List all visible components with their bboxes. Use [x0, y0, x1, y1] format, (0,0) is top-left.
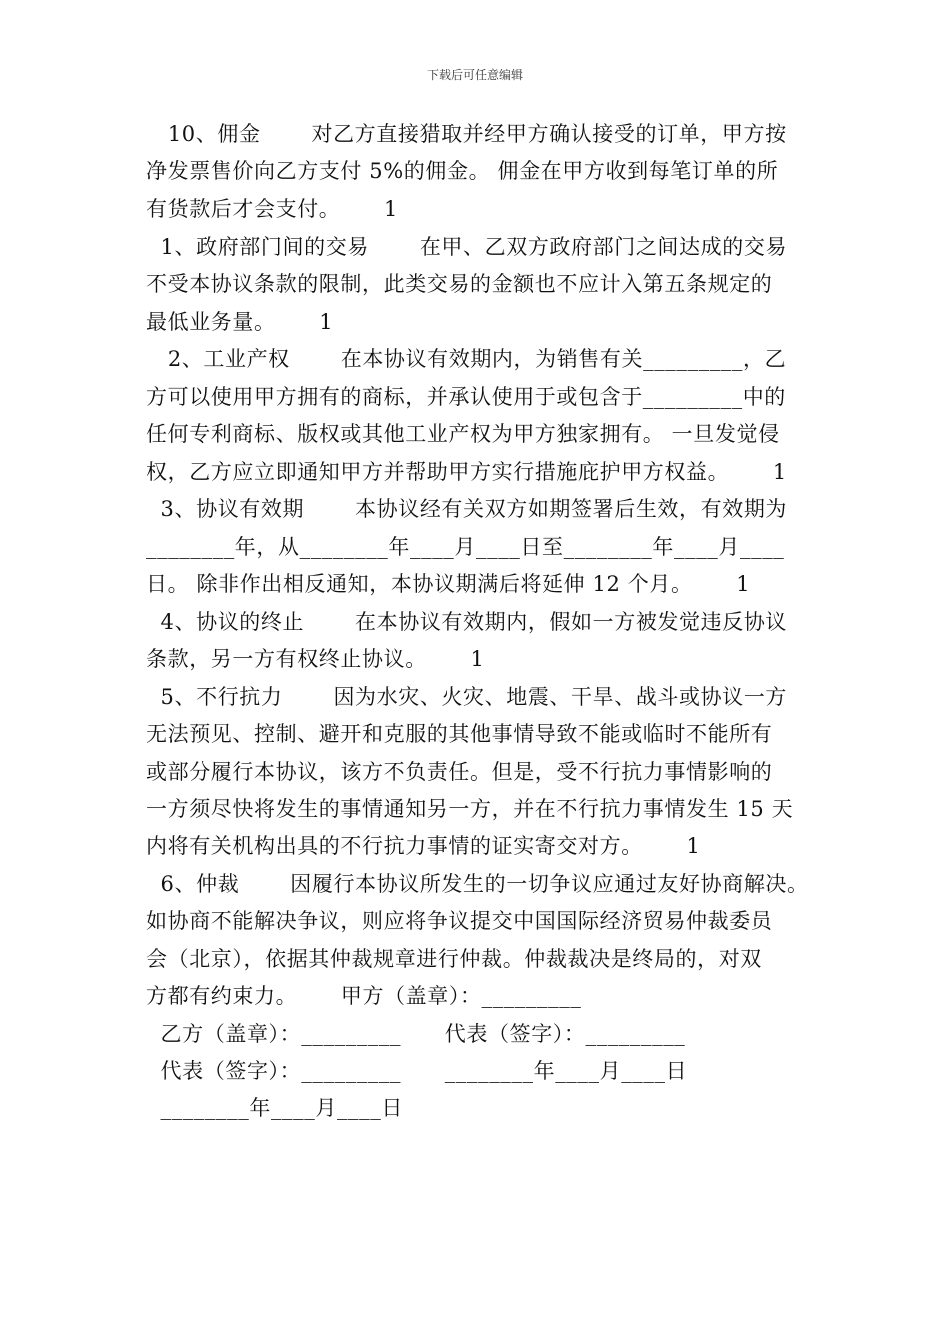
text-line: 方可以使用甲方拥有的商标，并承认使用于或包含于_________中的 — [146, 385, 786, 409]
text-line: 无法预见、控制、避开和克服的其他事情导致不能或临时不能所有 — [146, 722, 773, 746]
text-line: 乙方（盖章）：_________ 代表（签字）：_________ — [146, 1022, 686, 1046]
text-line: 会（北京），依据其仲裁规章进行仲裁。仲裁裁决是终局的，对双 — [146, 947, 762, 971]
text-line: 或部分履行本协议，该方不负责任。但是，受不行抗力事情影响的 — [146, 760, 773, 784]
text-line: 权，乙方应立即通知甲方并帮助甲方实行措施庇护甲方权益。 1 — [146, 460, 787, 484]
text-line: 3、协议有效期 本协议经有关双方如期签署后生效，有效期为 — [146, 497, 788, 521]
text-line: ________年____月____日 — [146, 1096, 403, 1120]
text-line: 一方须尽快将发生的事情通知另一方，并在不行抗力事情发生 15 天 — [146, 797, 794, 821]
text-line: 条款，另一方有权终止协议。 1 — [146, 647, 485, 671]
text-line: 代表（签字）：_________ ________年____月____日 — [146, 1059, 688, 1083]
text-line: 10、佣金 对乙方直接猎取并经甲方确认接受的订单，甲方按 — [146, 122, 787, 146]
text-line: ________年，从________年____月____日至________年____月____ — [146, 535, 785, 559]
text-line: 1、政府部门间的交易 在甲、乙双方政府部门之间达成的交易 — [146, 235, 788, 259]
text-line: 5、不行抗力 因为水灾、火灾、地震、干旱、战斗或协议一方 — [146, 685, 788, 709]
text-line: 如协商不能解决争议，则应将争议提交中国国际经济贸易仲裁委员 — [146, 909, 773, 933]
page-header-note: 下载后可任意编辑 — [426, 68, 523, 82]
text-line: 内将有关机构出具的不行抗力事情的证实寄交对方。 1 — [146, 834, 701, 858]
text-line: 6、仲裁 因履行本协议所发生的一切争议应通过友好协商解决。 — [146, 872, 809, 896]
text-line: 任何专利商标、版权或其他工业产权为甲方独家拥有。 一旦发觉侵 — [146, 422, 780, 446]
text-line: 有货款后才会支付。 1 — [146, 197, 399, 221]
text-line: 4、协议的终止 在本协议有效期内，假如一方被发觉违反协议 — [146, 610, 788, 634]
text-line: 净发票售价向乙方支付 5%的佣金。 佣金在甲方收到每笔订单的所 — [146, 159, 779, 183]
text-line: 日。 除非作出相反通知，本协议期满后将延伸 12 个月。 1 — [146, 572, 751, 596]
text-line: 方都有约束力。 甲方（盖章）：_________ — [146, 984, 582, 1008]
text-line: 2、工业产权 在本协议有效期内，为销售有关_________，乙 — [146, 347, 787, 371]
text-line: 最低业务量。 1 — [146, 310, 334, 334]
text-line: 不受本协议条款的限制，此类交易的金额也不应计入第五条规定的 — [146, 272, 773, 296]
